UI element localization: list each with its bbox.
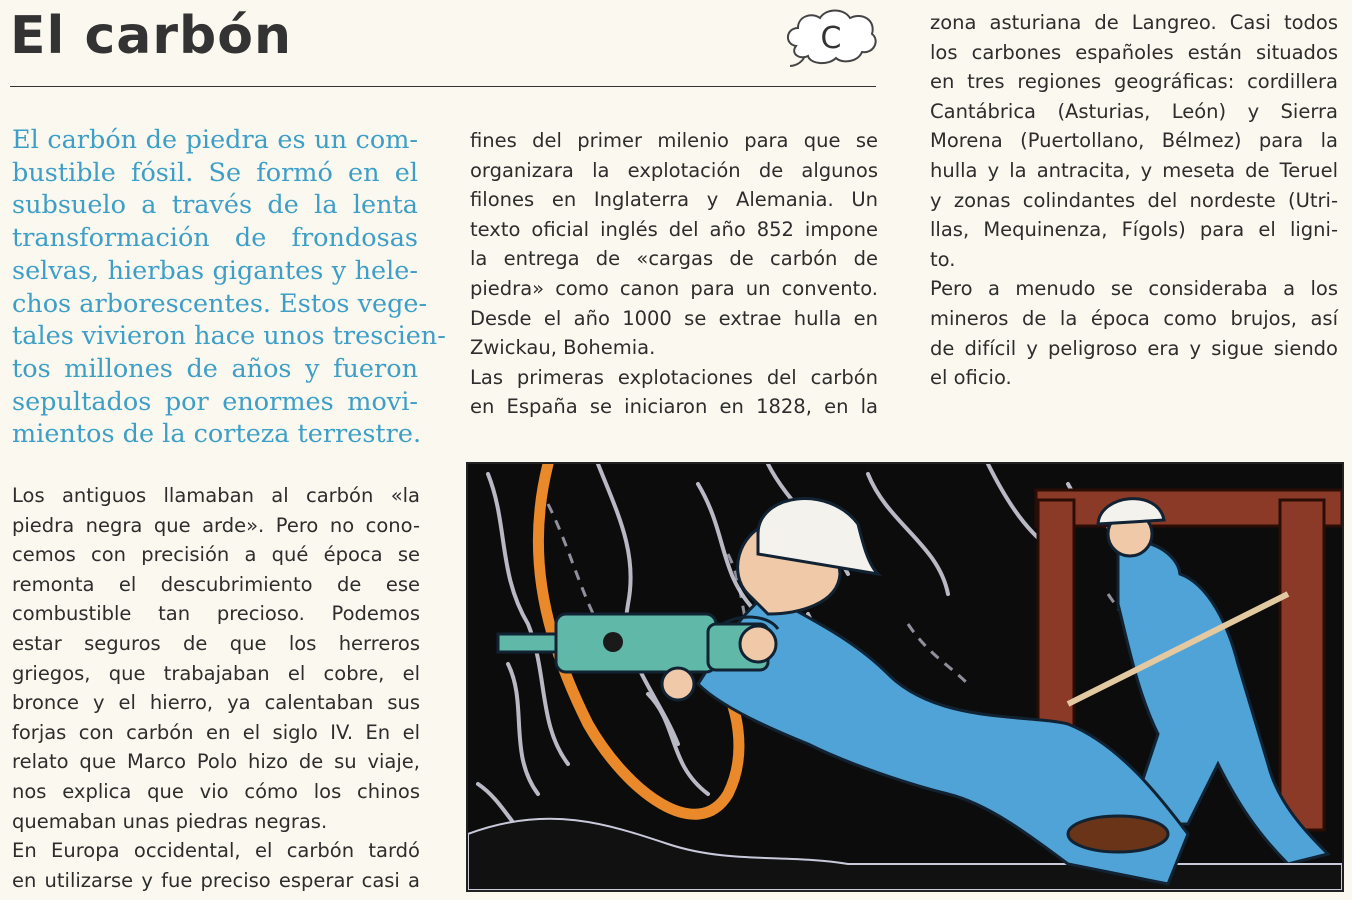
body-line: En Europa occidental, el carbón tardó [12, 839, 420, 863]
page-title: El carbón [10, 6, 292, 66]
title-rule [10, 86, 876, 87]
intro-paragraph [12, 124, 446, 451]
body-line: cemos con precisión a qué época se [12, 543, 420, 567]
body-line: estar seguros de que los herreros [12, 631, 420, 655]
body-line: relato que Marco Polo hizo de su viaje, [12, 750, 420, 774]
body-line: to. [930, 247, 956, 271]
body-line: combustible tan precioso. Podemos [12, 602, 420, 626]
body-line: en España se iniciaron en 1828, en la [470, 395, 878, 419]
body-line: piedra negra que arde». Pero no cono- [12, 513, 420, 537]
intro-line: mientos de la corteza terrestre. [12, 419, 422, 450]
hand [662, 668, 694, 700]
body-line: en tres regiones geográficas: cordillera [930, 70, 1338, 94]
body-line: Las primeras explotaciones del carbón [470, 365, 878, 389]
intro-line: selvas, hierbas gigantes y hele- [12, 255, 418, 286]
body-line: Pero a menudo se consideraba a los [930, 277, 1338, 301]
body-line: los carbones españoles están situados [930, 40, 1338, 64]
hand [740, 626, 776, 662]
body-line: Los antiguos llamaban al carbón «la [12, 484, 420, 507]
intro-line: sepultados por enormes movi- [12, 386, 418, 417]
body-line: de difícil y peligroso era y sigue siendo [930, 336, 1338, 360]
intro-line: transformación de frondosas [12, 223, 418, 254]
body-line: Zwickau, Bohemia. [470, 336, 656, 360]
body-line: y zonas colindantes del nordeste (Utri- [930, 188, 1338, 212]
boot [1068, 816, 1168, 852]
body-column-2 [470, 126, 878, 422]
body-line: bronce y el hierro, ya calentaban sus [12, 691, 420, 715]
coal-mine-illustration [466, 462, 1344, 892]
body-line: Desde el año 1000 se extrae hulla en [470, 306, 878, 330]
section-letter-badge [782, 6, 880, 70]
intro-line: tos millones de años y fueron [12, 353, 418, 384]
intro-line: bustible fósil. Se formó en el [12, 157, 418, 188]
body-line: quemaban unas piedras negras. [12, 809, 328, 833]
body-line: nos explica que vio cómo los chinos [12, 779, 420, 803]
body-line: el oficio. [930, 366, 1012, 390]
body-line: remonta el descubrimiento de ese [12, 572, 420, 596]
body-column-3 [930, 8, 1338, 393]
badge-letter: C [820, 21, 842, 56]
body-line: mineros de la época como brujos, así [930, 306, 1338, 330]
body-line: forjas con carbón en el siglo IV. En el [12, 720, 420, 744]
body-line: Morena (Puertollano, Bélmez) para la [930, 129, 1338, 153]
intro-line: chos arborescentes. Estos vege- [12, 288, 428, 319]
body-line: hulla y la antracita, y meseta de Teruel [930, 158, 1338, 182]
body-line: piedra» como canon para un convento. [470, 276, 878, 300]
body-line: en utilizarse y fue preciso esperar casi a [12, 868, 420, 892]
body-line: la entrega de «cargas de carbón de [470, 247, 878, 271]
body-line: Cantábrica (Asturias, León) y Sierra [930, 99, 1338, 123]
body-line: griegos, que trabajaban el cobre, el [12, 661, 420, 685]
body-line: texto oficial inglés del año 852 impone [470, 217, 878, 241]
body-line: fines del primer milenio para que se [470, 129, 878, 152]
intro-line: tales vivieron hace unos trescien- [12, 321, 446, 352]
intro-line: El carbón de piedra es un com- [12, 125, 418, 155]
body-line: filones en Inglaterra y Alemania. Un [470, 188, 878, 212]
body-line: organizara la explotación de algunos [470, 158, 878, 182]
body-column-1 [12, 481, 420, 895]
intro-line: subsuelo a través de la lenta [12, 190, 418, 221]
body-line: zona asturiana de Langreo. Casi todos [930, 11, 1338, 34]
body-line: llas, Mequinenza, Fígols) para el ligni- [930, 218, 1338, 242]
